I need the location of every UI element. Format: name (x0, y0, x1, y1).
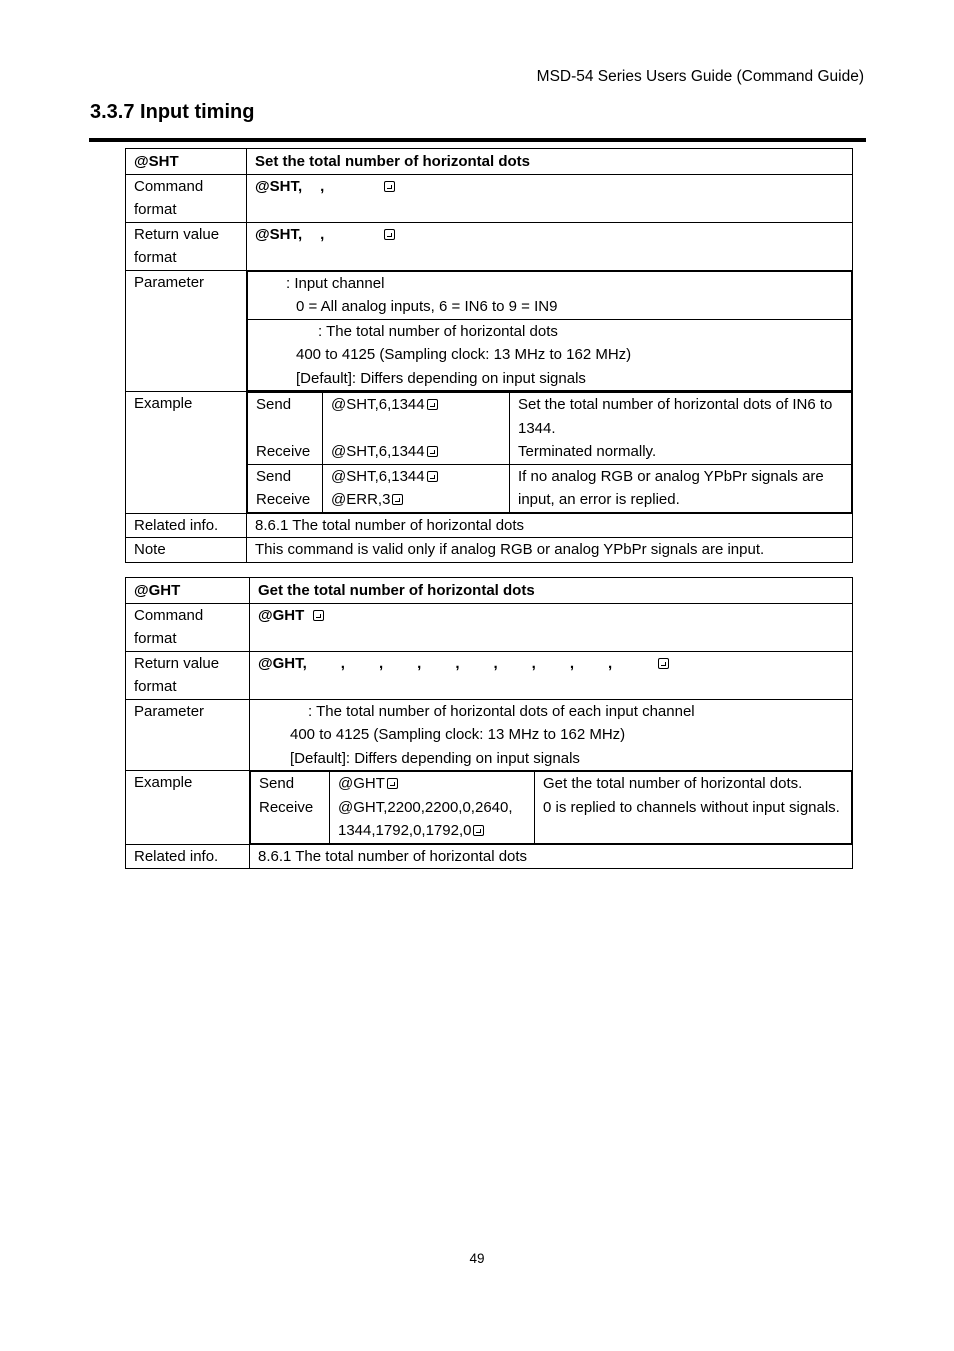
sht-header-row (126, 149, 853, 175)
ght-name: @GHT (126, 578, 250, 604)
parameter-label: Parameter (126, 699, 250, 771)
sht-command-format-row (126, 174, 853, 222)
ght-param-title: : The total number of horizontal dots of each input channel (308, 702, 695, 720)
title-rule (89, 138, 866, 142)
sht-related-info: 8.6.1 The total number of horizontal dots (247, 513, 853, 538)
sht-example-1: Send Receive @SHT,6,1344 @SHT,6,1344 Set the total number of horizontal dots of IN6 to 1344. Terminated normally. (248, 393, 852, 465)
sht-example-2: Send Receive @SHT,6,1344 @ERR,3 If no analog RGB or analog YPbPr signals are input, an error is replied. (248, 464, 852, 512)
enter-key-icon (427, 471, 438, 482)
command-format-label: Command format (126, 174, 247, 222)
enter-key-icon (658, 658, 669, 669)
enter-key-icon (384, 229, 395, 240)
sht-return-value-row (126, 222, 853, 270)
page-number: 49 (469, 1251, 485, 1266)
example-label: Example (126, 771, 250, 845)
sht-param2-title: : The total number of horizontal dots (318, 322, 558, 340)
sht-parameter-row (126, 270, 853, 392)
sht-description: Set the total number of horizontal dots (247, 149, 853, 175)
sht-example-row (126, 392, 853, 514)
ght-description: Get the total number of horizontal dots (250, 578, 853, 604)
enter-key-icon (384, 181, 395, 192)
ght-example: Send Receive @GHT @GHT,2200,2200,0,2640, 1344,1792,0,1792,0 Get the total number of horizontal dots. 0 is replied to channels without input signals. (251, 772, 852, 844)
ght-command-format: @GHT (250, 603, 853, 651)
sht-param2-range: 400 to 4125 (Sampling clock: 13 MHz to 162 MHz) (296, 346, 632, 363)
sht-related-row (126, 513, 853, 538)
sht-name: @SHT (126, 149, 247, 175)
sht-note-row (126, 538, 853, 563)
related-info-label: Related info. (126, 513, 247, 538)
ght-related-info: 8.6.1 The total number of horizontal dots (250, 844, 853, 869)
page-header: MSD-54 Series Users Guide (Command Guide) (536, 68, 864, 85)
enter-key-icon (473, 825, 484, 836)
sht-note: This command is valid only if analog RGB or analog YPbPr signals are input. (247, 538, 853, 563)
ght-return-value: @GHT, , , , , , , , , (250, 651, 853, 699)
sht-return-value: @SHT, , (247, 222, 853, 270)
section-title: 3.3.7 Input timing (90, 101, 255, 123)
ght-header-row (126, 578, 853, 604)
ght-command-table (125, 577, 853, 869)
enter-key-icon (387, 778, 398, 789)
sht-param1-title: : Input channel (286, 274, 385, 292)
ght-example-row (126, 771, 853, 845)
sht-command-format: @SHT, , (247, 174, 853, 222)
return-value-label: Return value format (126, 222, 247, 270)
enter-key-icon (427, 399, 438, 410)
note-label: Note (126, 538, 247, 563)
related-info-label: Related info. (126, 844, 250, 869)
ght-param-range: 400 to 4125 (Sampling clock: 13 MHz to 162 MHz) (290, 726, 626, 743)
return-value-label: Return value format (126, 651, 250, 699)
enter-key-icon (427, 446, 438, 457)
sht-param1-values: 0 = All analog inputs, 6 = IN6 to 9 = IN9 (296, 298, 558, 315)
sht-command-table (125, 148, 853, 563)
enter-key-icon (313, 610, 324, 621)
command-format-label: Command format (126, 603, 250, 651)
example-label: Example (126, 392, 247, 514)
ght-command-format-row (126, 603, 853, 651)
ght-param-default: [Default]: Differs depending on input signals (290, 749, 580, 767)
ght-related-row (126, 844, 853, 869)
sht-param2-default: [Default]: Differs depending on input signals (296, 369, 586, 387)
parameter-label: Parameter (126, 270, 247, 392)
ght-parameter-row (126, 699, 853, 771)
enter-key-icon (392, 494, 403, 505)
ght-return-value-row (126, 651, 853, 699)
